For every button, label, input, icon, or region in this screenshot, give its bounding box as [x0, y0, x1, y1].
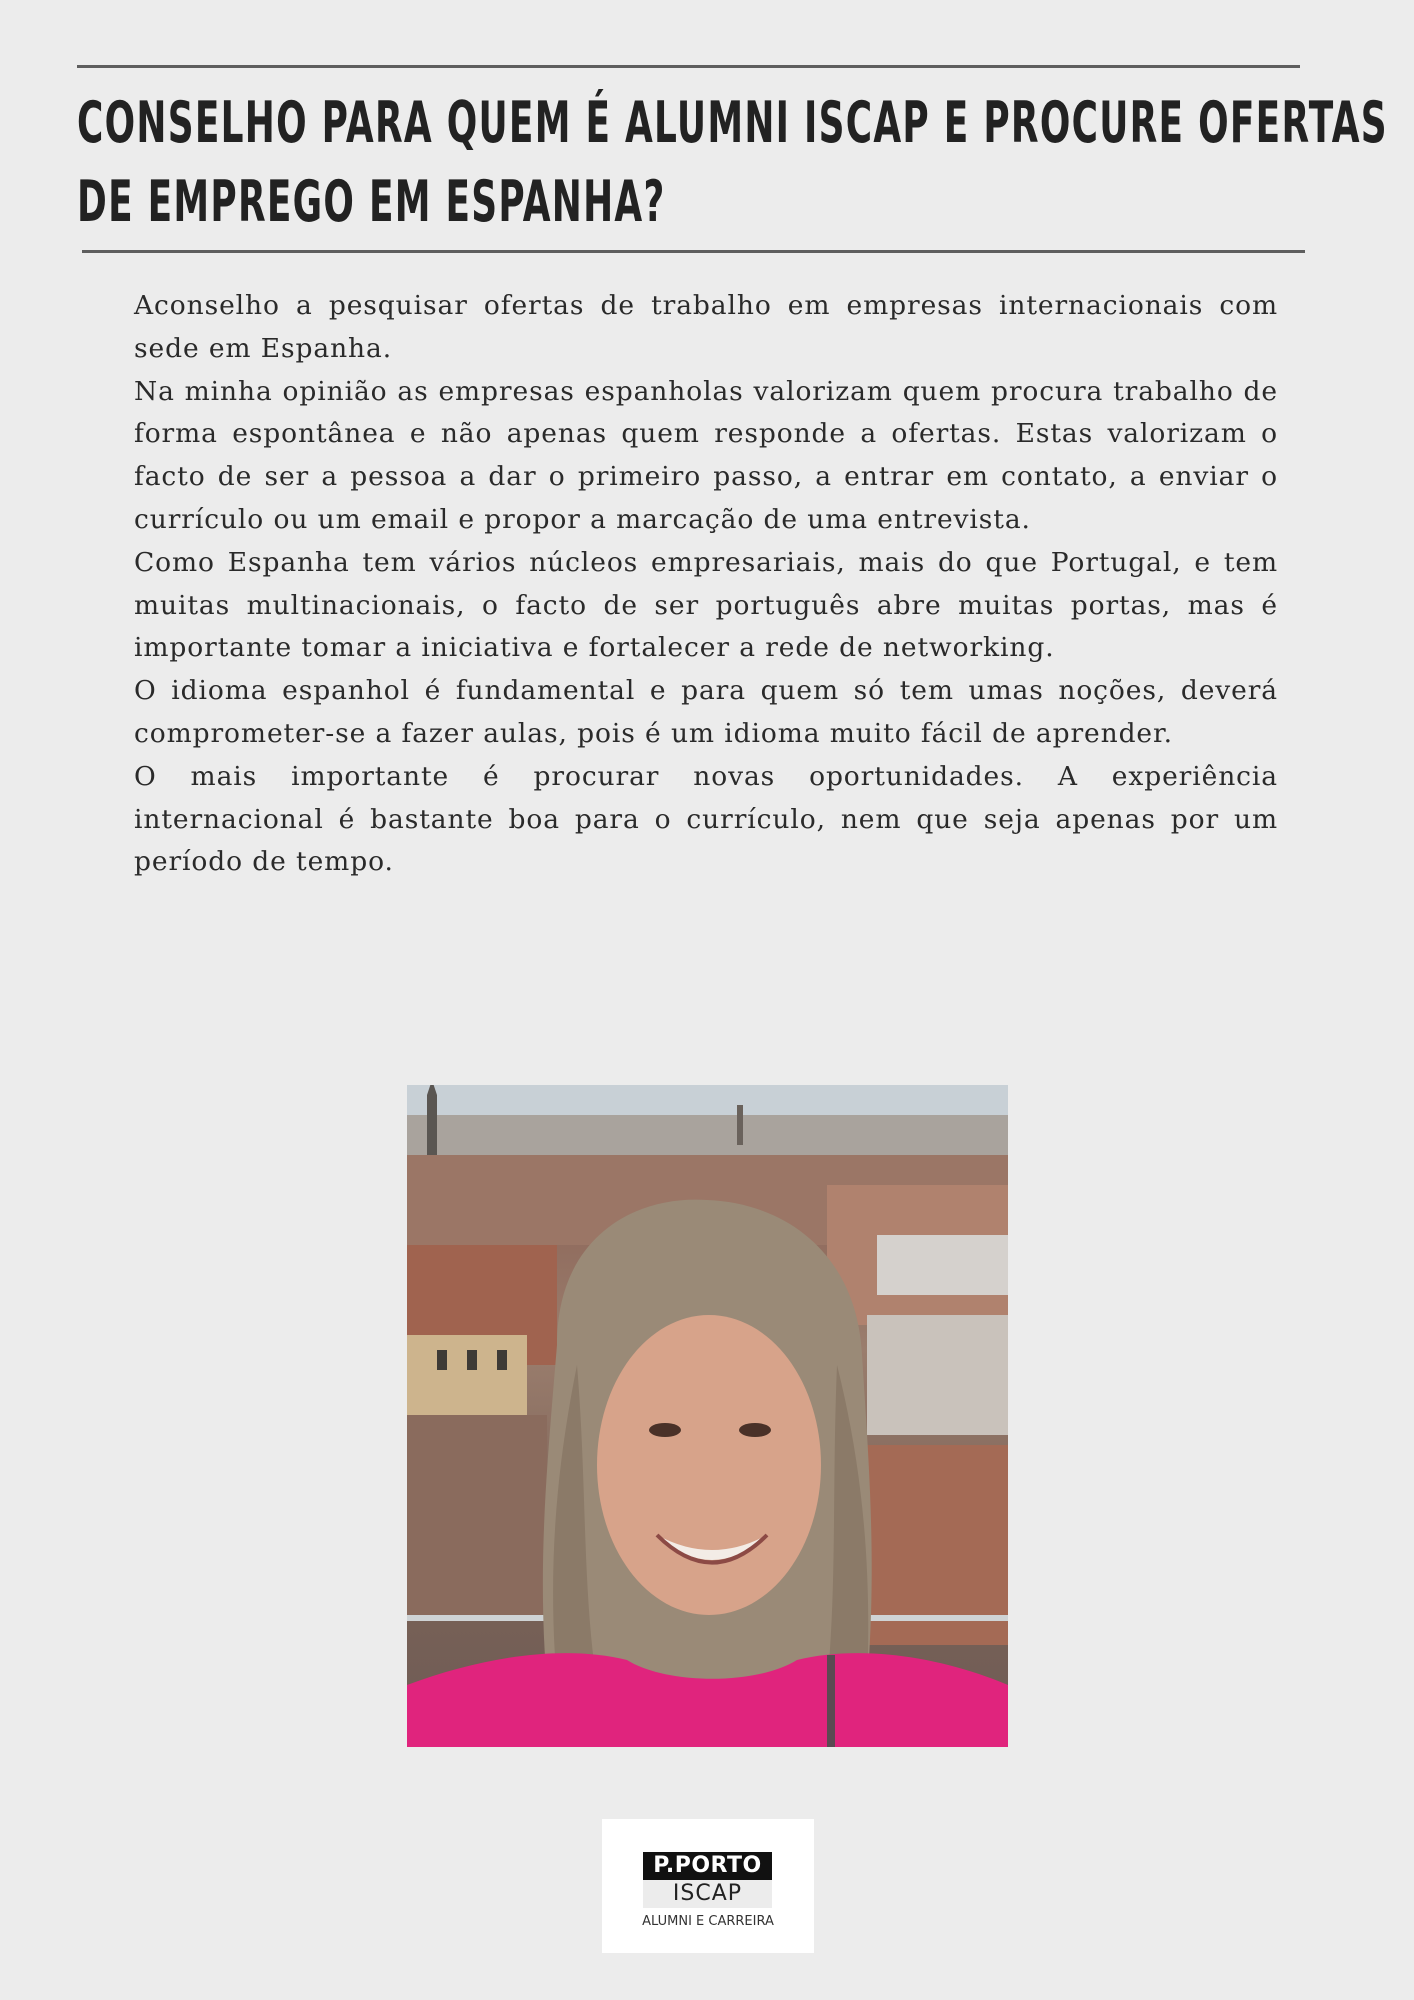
logo-brand: P.PORTO [643, 1852, 772, 1880]
paragraph-1: Aconselho a pesquisar ofertas de trabalho em empresas internacionais com sede em Espanha. [134, 290, 1278, 364]
logo-unit: ALUMNI E CARREIRA [642, 1914, 774, 1929]
page-title [77, 84, 1388, 242]
portrait-photo [407, 1085, 1008, 1747]
logo-school: ISCAP [643, 1880, 772, 1908]
paragraph-2: Na minha opinião as empresas espanholas valorizam quem procura trabalho de forma espontânea e não apenas quem responde a ofertas. Estas valorizam o facto de ser a pessoa a dar o primeiro passo, a entrar em contato, a enviar o currículo ou um email e propor a marcação de uma entrevista. [134, 375, 1278, 535]
portrait-illustration [407, 1085, 1008, 1747]
heading-bottom-rule [82, 250, 1305, 253]
paragraph-4: O idioma espanhol é fundamental e para quem só tem umas noções, deverá comprometer-se a fazer aulas, pois é um idioma muito fácil de aprender. [134, 675, 1278, 749]
article-body [134, 285, 1278, 884]
paragraph-5: O mais importante é procurar novas oportunidades. A experiência internacional é bastante boa para o currículo, nem que seja apenas por um período de tempo. [134, 760, 1278, 878]
page-title-line-2: DE EMPREGO EM ESPANHA? [77, 169, 666, 235]
page-title-line-1: CONSELHO PARA QUEM É ALUMNI ISCAP E PROCURE OFERTAS [77, 90, 1388, 156]
iscap-logo [602, 1819, 814, 1953]
paragraph-3: Como Espanha tem vários núcleos empresariais, mais do que Portugal, e tem muitas multinacionais, o facto de ser português abre muitas portas, mas é importante tomar a iniciativa e fortalecer a rede de networking. [134, 546, 1278, 664]
heading-top-rule [77, 65, 1300, 68]
